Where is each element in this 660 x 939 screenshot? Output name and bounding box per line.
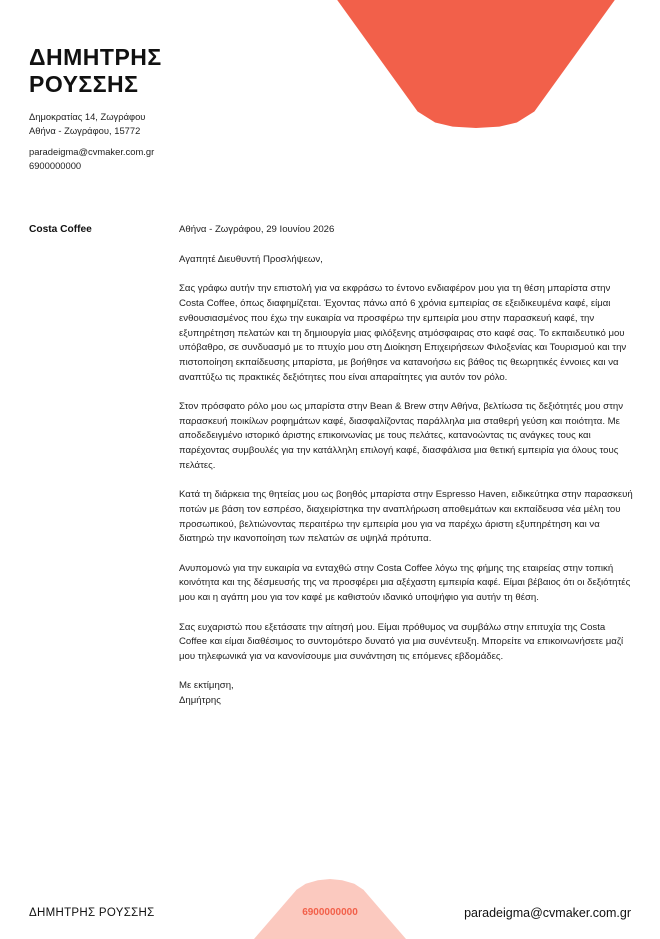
- address-line1: Δημοκρατίας 14, Ζωγράφου: [29, 111, 146, 122]
- letter-paragraph: Ανυπομονώ για την ευκαιρία να ενταχθώ στην Costa Coffee λόγω της φήμης της εταιρείας στην τοπική κοινότητα και της δέσμευσής της να προσφέρει μια αξέχαστη εμπειρία καφέ. Είμαι βέβαιος ότι οι δεξιότητές μου και η αγάπη μου για τον καφέ με καθιστούν ιδανικό υποψήφιο για αυτήν τη θέση.: [179, 562, 631, 604]
- sender-contact: [29, 145, 154, 172]
- sender-name-line1: ΔΗΜΗΤΡΗΣ: [29, 44, 162, 70]
- letter-paragraph: Κατά τη διάρκεια της θητείας μου ως βοηθός μπαρίστα στην Espresso Haven, ειδικεύτηκα στην παρασκευή ποτών με βάση τον εσπρέσο, διαχειρίστηκα την αναπλήρωση αποθεμάτων και εκπαίδευσα νέα μέλη του προσωπικού, βελτιώνοντας περαιτέρω την εμπειρία μου για να παρέχω άριστη εξυπηρέτηση και να διατηρώ την ικανοποίηση των πελατών σε υψηλά πρότυπα.: [179, 489, 633, 545]
- sender-name: [29, 44, 162, 98]
- letter-paragraph: Σας ευχαριστώ που εξετάσατε την αίτησή μου. Είμαι πρόθυμος να συμβάλω στην επιτυχία της Costa Coffee και είμαι διαθέσιμος το συντομότερο δυνατό για μια συνέντευξη. Μπορείτε να επικοινωνήσετε μαζί μου τηλεφωνικά για να κανονίσουμε μια συνάντηση τις επόμενες εβδομάδες.: [179, 621, 624, 662]
- letter-closing: [179, 679, 634, 708]
- letter-paragraph: Σας γράφω αυτήν την επιστολή για να εκφράσω το έντονο ενδιαφέρον μου για τη θέση μπαρίστα στην Costa Coffee, όπως διαφημίζεται. Έχοντας πάνω από 6 χρόνια εμπειρίας σε εξειδικευμένα καφέ, είμαι ενθουσιασμένος που έχω την ευκαιρία να προσφέρω την εμπειρία μου στην παρασκευή καφέ, την εξυπηρέτηση πελατών και τη δημιουργία μιας φιλόξενης ατμόσφαιρας στο καφέ σας. Το εκπαιδευτικό μου υπόβαθρο, σε συνδυασμό με το πτυχίο μου στη Διοίκηση Επιχειρήσεων Φιλοξενίας και Τουρισμού και την πιστοποίηση εκπαίδευσης μπαρίστα, με βοήθησε να κατανοήσω εις βάθος τις θεωρητικές έννοιες και να αναπτύξω τις πρακτικές δεξιότητες που είναι απαραίτητες για αυτόν τον ρόλο.: [179, 283, 627, 383]
- letter-date: Αθήνα - Ζωγράφου, 29 Ιουνίου 2026: [179, 224, 335, 235]
- footer-phone: 6900000000: [302, 907, 358, 918]
- recipient-company: Costa Coffee: [29, 224, 92, 235]
- sender-name-line2: ΡΟΥΣΣΗΣ: [29, 71, 139, 97]
- address-line2: Αθήνα - Ζωγράφου, 15772: [29, 124, 141, 136]
- decorative-top-shape: [330, 0, 622, 128]
- letter-salutation: Αγαπητέ Διευθυντή Προσλήψεων,: [179, 253, 323, 265]
- closing-phrase: Με εκτίμηση,: [179, 680, 234, 692]
- letter-paragraph: Στον πρόσφατο ρόλο μου ως μπαρίστα στην Bean & Brew στην Αθήνα, βελτίωσα τις δεξιότητές μου στην παρασκευή ποικίλων ροφημάτων καφέ, διασφαλίζοντας παράλληλα μια σταθερή γεύση και ποιότητα. Με αποδεδειγμένο ιστορικό άριστης επικοινωνίας με τους πελάτες, κατανοώντας τις ανάγκες τους και παρέχοντας συμβουλές για την κατάλληλη επιλογή καφέ, διασφάλισα μια θετική εμπειρία για όλους τους πελάτες.: [179, 401, 624, 471]
- signature-name: Δημήτρης: [179, 695, 221, 707]
- sender-address: [29, 110, 145, 137]
- sender-email: paradeigma@cvmaker.com.gr: [29, 146, 155, 157]
- sender-phone: 6900000000: [29, 159, 82, 171]
- footer-email: paradeigma@cvmaker.com.gr: [464, 906, 631, 920]
- letter-body: [179, 223, 634, 709]
- footer-name: ΔΗΜΗΤΡΗΣ ΡΟΥΣΣΗΣ: [29, 907, 155, 919]
